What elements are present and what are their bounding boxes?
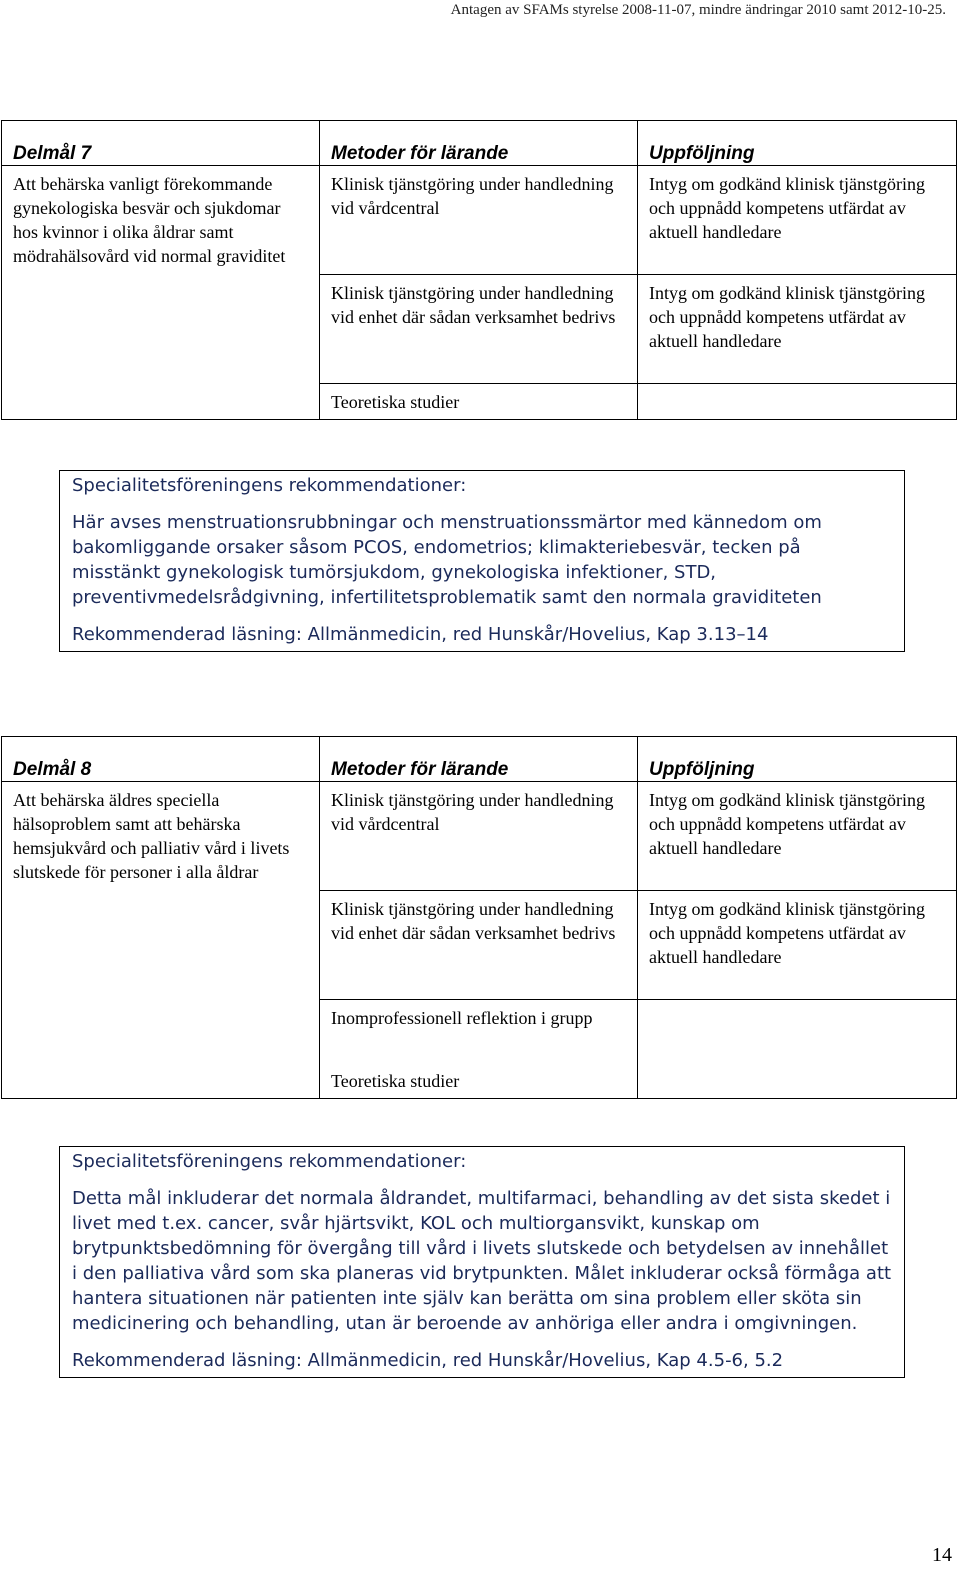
followup-header: Uppföljning	[638, 737, 957, 782]
goal-7-table	[1, 120, 957, 420]
followup-cell	[638, 1000, 957, 1099]
method-cell: Teoretiska studier	[320, 1063, 638, 1099]
goal-8-table	[1, 736, 957, 1099]
followup-cell	[638, 384, 957, 420]
methods-header: Metoder för lärande	[320, 121, 638, 166]
recommendation-heading: Specialitetsföreningens rekommendationer:	[72, 475, 467, 496]
goal-8-description: Att behärska äldres speciella hälsoproblem samt att behärska hemsjukvård och palliativ vård i livets slutskede för personer i alla åldrar	[2, 782, 320, 1099]
followup-header: Uppföljning	[638, 121, 957, 166]
method-cell: Klinisk tjänstgöring under handledning vid vårdcentral	[320, 782, 638, 891]
goal-8-header: Delmål 8	[2, 737, 320, 782]
header-note: Antagen av SFAMs styrelse 2008-11-07, mindre ändringar 2010 samt 2012-10-25.	[450, 2, 946, 18]
goal-7-header: Delmål 7	[2, 121, 320, 166]
followup-cell: Intyg om godkänd klinisk tjänstgöring och uppnådd kompetens utfärdat av aktuell handledare	[638, 891, 957, 1000]
method-cell: Klinisk tjänstgöring under handledning vid enhet där sådan verksamhet bedrivs	[320, 891, 638, 1000]
recommendation-text: Här avses menstruationsrubbningar och menstruationssmärtor med kännedom om bakomliggande orsaker såsom PCOS, endometrios; klimakteriebesvär, tecken på misstänkt gynekologisk tumörsjukdom, gynekologiska infektioner, STD, preventivmedelsrådgivning, infertilitetsproblematik samt den normala graviditeten	[72, 512, 822, 608]
method-cell: Klinisk tjänstgöring under handledning vid vårdcentral	[320, 166, 638, 275]
method-cell: Inomprofessionell reflektion i grupp	[320, 1000, 638, 1064]
recommended-reading: Rekommenderad läsning: Allmänmedicin, red Hunskår/Hovelius, Kap 4.5-6, 5.2	[72, 1350, 784, 1371]
recommended-reading: Rekommenderad läsning: Allmänmedicin, red Hunskår/Hovelius, Kap 3.13–14	[72, 624, 769, 645]
recommendation-box-7	[59, 470, 905, 652]
page-number: 14	[932, 1544, 952, 1566]
followup-cell: Intyg om godkänd klinisk tjänstgöring och uppnådd kompetens utfärdat av aktuell handledare	[638, 275, 957, 384]
recommendation-text: Detta mål inkluderar det normala åldrandet, multifarmaci, behandling av det sista skedet i livet med t.ex. cancer, svår hjärtsvikt, KOL och multiorgansvikt, kunskap om brytpunktsbedömning för övergång till vård i livets slutskede och betydelsen av innehållet i den palliativa vård som ska planeras vid brytpunkten. Målet inkluderar också förmåga att hantera situationen när patienten inte själv kan berätta om sina problem eller sköta sin medicinering och behandling, utan är beroende av anhöriga eller andra i omgivningen.	[72, 1188, 892, 1334]
followup-cell: Intyg om godkänd klinisk tjänstgöring och uppnådd kompetens utfärdat av aktuell handledare	[638, 166, 957, 275]
method-cell: Teoretiska studier	[320, 384, 638, 420]
goal-7-description: Att behärska vanligt förekommande gynekologiska besvär och sjukdomar hos kvinnor i olika åldrar samt mödrahälsovård vid normal graviditet	[2, 166, 320, 420]
recommendation-box-8	[59, 1146, 905, 1378]
recommendation-heading: Specialitetsföreningens rekommendationer:	[72, 1151, 467, 1172]
methods-header: Metoder för lärande	[320, 737, 638, 782]
method-cell: Klinisk tjänstgöring under handledning vid enhet där sådan verksamhet bedrivs	[320, 275, 638, 384]
followup-cell: Intyg om godkänd klinisk tjänstgöring och uppnådd kompetens utfärdat av aktuell handledare	[638, 782, 957, 891]
